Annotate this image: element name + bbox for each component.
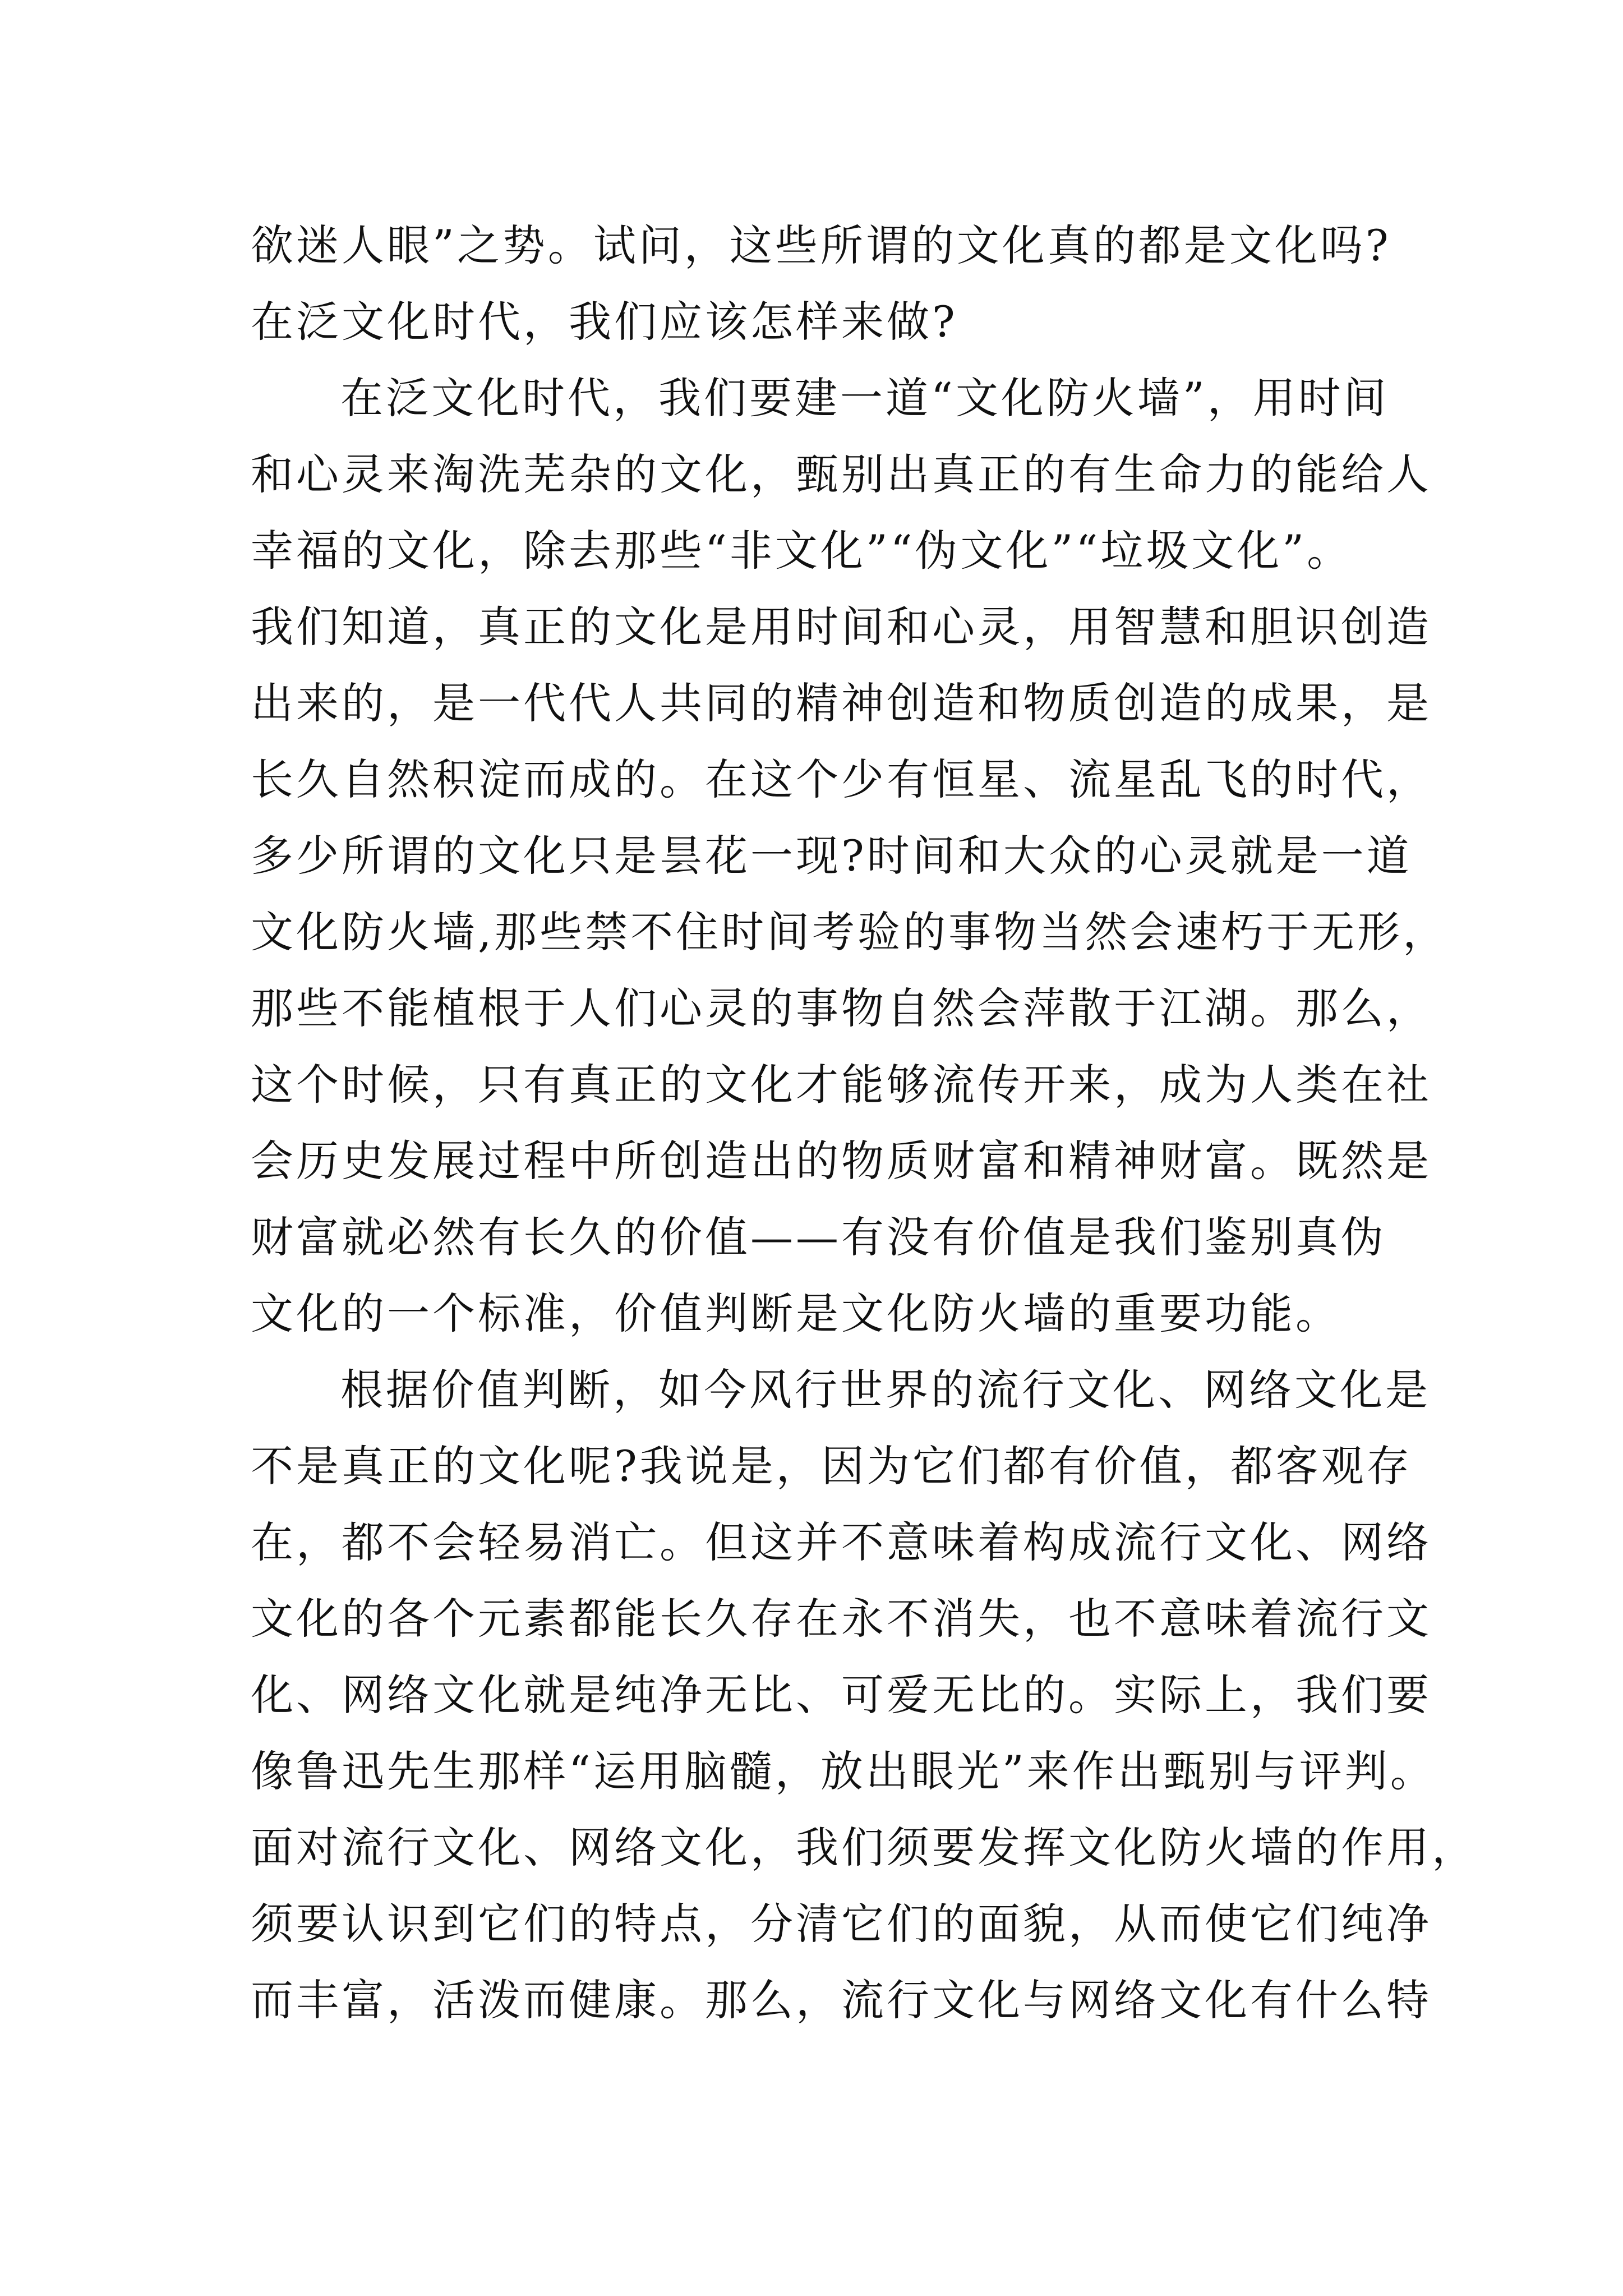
text-line: 像鲁迅先生那样“运用脑髓，放出眼光”来作出甄别与评判。 (251, 1746, 1436, 1796)
text-line: 多少所谓的文化只是昙花一现?时间和大众的心灵就是一道 (251, 831, 1412, 881)
text-line: 我们知道，真正的文化是用时间和心灵，用智慧和胆识创造 (251, 602, 1432, 652)
text-line: 会历史发展过程中所创造出的物质财富和精神财富。既然是 (251, 1136, 1432, 1186)
paragraph-first-line: 在泛文化时代，我们要建一道“文化防火墙”，用时间 (340, 373, 1389, 423)
text-line: 和心灵来淘洗芜杂的文化，甄别出真正的有生命力的能给人 (251, 449, 1432, 499)
text-line: 在，都不会轻易消亡。但这并不意味着构成流行文化、网络 (251, 1517, 1432, 1567)
text-line: 财富就必然有长久的价值——有没有价值是我们鉴别真伪 (251, 1212, 1386, 1262)
paragraph-first-line: 根据价值判断，如今风行世界的流行文化、网络文化是 (340, 1365, 1431, 1415)
text-line: 文化的一个标准，价值判断是文化防火墙的重要功能。 (251, 1289, 1341, 1338)
text-line: 出来的，是一代代人共同的精神创造和物质创造的成果，是 (251, 678, 1432, 728)
text-line: 文化防火墙,那些禁不住时间考验的事物当然会速朽于无形， (251, 907, 1449, 957)
text-line: 文化的各个元素都能长久存在永不消失，也不意味着流行文 (251, 1594, 1432, 1644)
text-line: 欲迷人眼”之势。试问，这些所谓的文化真的都是文化吗? (251, 220, 1391, 270)
text-line: 面对流行文化、网络文化，我们须要发挥文化防火墙的作用， (251, 1823, 1477, 1872)
text-line: 在泛文化时代，我们应该怎样来做? (251, 297, 958, 347)
text-line: 须要认识到它们的特点，分清它们的面貌，从而使它们纯净 (251, 1899, 1432, 1949)
text-line: 长久自然积淀而成的。在这个少有恒星、流星乱飞的时代， (251, 754, 1432, 804)
text-line: 幸福的文化，除去那些“非文化”“伪文化”“垃圾文化”。 (251, 526, 1353, 576)
body-text (251, 208, 1477, 2039)
text-line: 不是真正的文化呢?我说是，因为它们都有价值，都客观存 (251, 1441, 1412, 1491)
text-line: 那些不能植根于人们心灵的事物自然会萍散于江湖。那么， (251, 983, 1432, 1033)
text-line: 而丰富，活泼而健康。那么，流行文化与网络文化有什么特 (251, 1975, 1432, 2025)
text-line: 这个时候，只有真正的文化才能够流传开来，成为人类在社 (251, 1060, 1432, 1110)
text-line: 化、网络文化就是纯净无比、可爱无比的。实际上，我们要 (251, 1670, 1432, 1720)
